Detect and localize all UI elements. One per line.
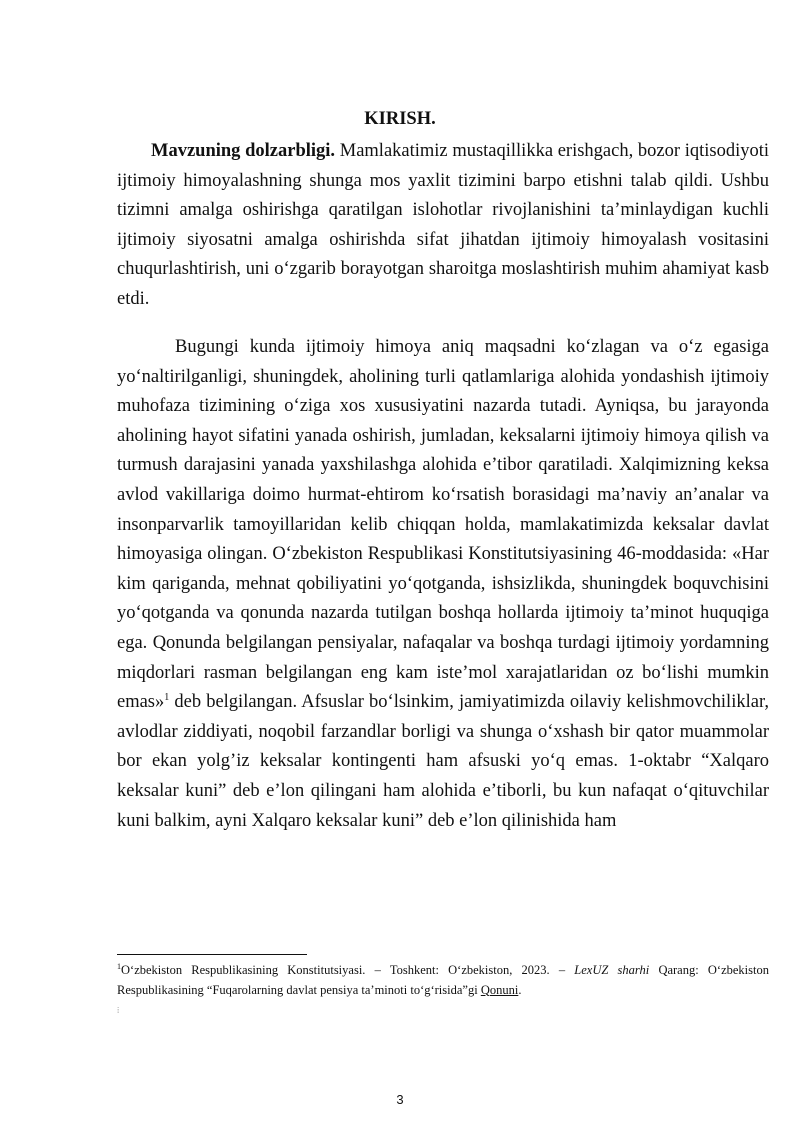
page-title: KIRISH. xyxy=(364,109,436,129)
footnote-reference[interactable]: 1 xyxy=(164,691,170,703)
paragraph-text: Mamlakatimiz mustaqillikka erishgach, bozor iqtisodiyoti ijtimoiy himoyalashning shunga mos yaxlit tizimini barpo etishni talab qildi. Ushbu tizimni amalga oshirishga qaratilgan islohotlar rivojlanishini ta’minlaydigan kuchli ijtimoiy siyosatni amalga oshirishda sifat jihatdan ijtimoiy himoyalash vositasini chuqurlashtirish, uni o‘zgarib borayotgan sharoitga moslashtirish muhim ahamiyat kasb etdi. xyxy=(117,141,770,309)
stray-mark: ⁞ xyxy=(117,1006,120,1015)
footnote-text: O‘zbekiston Respublikasining Konstitutsiyasi. – Toshkent: O‘zbekiston, 2023. – xyxy=(121,963,575,977)
paragraph-relevance xyxy=(117,137,769,315)
paragraph-lead: Mavzuning dolzarbligi. xyxy=(151,141,336,161)
footnote-source: LexUZ sharhi xyxy=(574,963,650,977)
footnote-law-link[interactable]: Qonuni xyxy=(480,982,519,997)
footnote-end: . xyxy=(518,982,522,997)
footnote-marker: 1 xyxy=(117,961,121,971)
footnote xyxy=(117,961,769,1000)
footnote-separator xyxy=(117,954,307,955)
paragraph-social-protection xyxy=(117,333,769,836)
footnote-text-2: Qarang: O‘zbekiston Respublikasining “Fuqarolarning davlat pensiya ta’minoti to‘g‘risida”gi xyxy=(117,963,769,997)
paragraph-text-after-ref: deb belgilangan. Afsuslar bo‘lsinkim, jamiyatimizda oilaviy kelishmovchiliklar, avlodlar ziddiyati, noqobil farzandlar borligi va shunga o‘xshash bir qator muammolar bor ekan yolg’iz keksalar kontingenti ham afsuski yo‘q emas. 1-oktabr “Xalqaro keksalar kuni” deb e’lon qilingani ham alohida e’tiborli, bu kun nafaqat o‘qituvchilar kuni balkim, ayni Xalqaro keksalar kuni” deb e’lon qilinishida ham xyxy=(117,692,769,831)
paragraph-text-before-ref: Bugungi kunda ijtimoiy himoya aniq maqsadni ko‘zlagan va o‘z egasiga yo‘naltirilganligi, shuningdek, aholining turli qatlamlariga alohida yondashish ijtimoiy muhofaza tizimining o‘ziga xos xususiyatini nazarda tutadi. Ayniqsa, bu jarayonda aholining hayot sifatini yanada oshirish, jumladan, keksalarni ijtimoiy himoya qilish va turmush darajasini yanada yaxshilashga alohida e’tibor qaratiladi. Xalqimizning keksa avlod vakillariga doimo hurmat-ehtirom ko‘rsatish borasidagi ma’naviy an’analar va insonparvarlik tamoyillaridan kelib chiqqan holda, mamlakatimizda keksalar davlat himoyasiga olingan. O‘zbekiston Respublikasi Konstitutsiyasining 46-moddasida: «Har kim qariganda, mehnat qobiliyatini yo‘qotganda, ishsizlikda, shuningdek boquvchisini yo‘qotganda va qonunda nazarda tutilgan boshqa hollarda ijtimoiy ta’minot huquqiga ega. Qonunda belgilangan pensiyalar, nafaqalar va boshqa turdagi ijtimoiy yordamning miqdorlari rasman belgilangan eng kam iste’mol xarajatlaridan oz bo‘lishi mumkin emas» xyxy=(117,337,769,713)
page-number: 3 xyxy=(396,1092,404,1107)
